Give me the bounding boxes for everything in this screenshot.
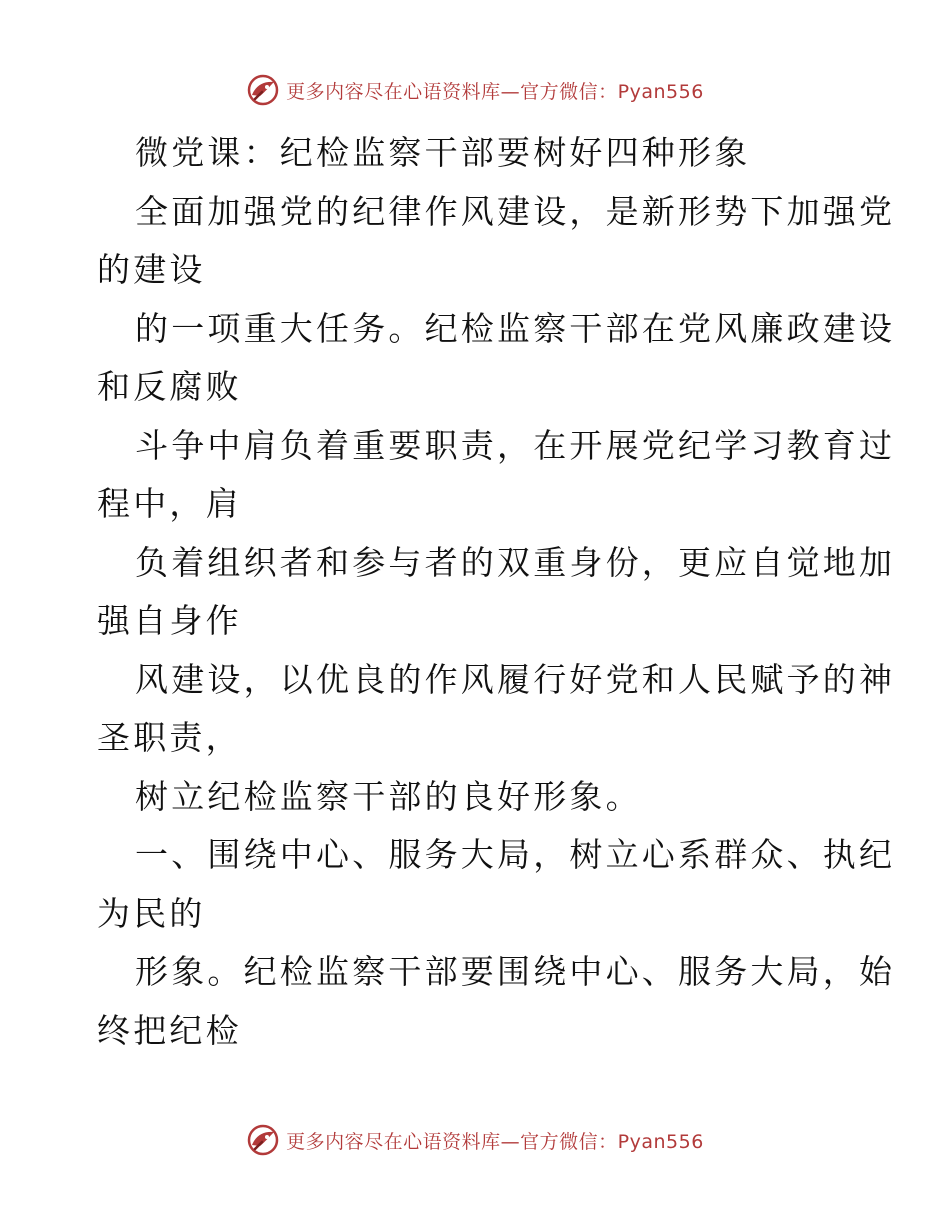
text-line: 负着组织者和参与者的双重身份，更应自觉地加 bbox=[135, 542, 896, 582]
footer-banner-content bbox=[246, 1123, 704, 1157]
header-banner bbox=[0, 70, 950, 110]
text-line: 树立纪检监察干部的良好形象。 bbox=[135, 776, 642, 816]
text-line: 风建设，以优良的作风履行好党和人民赋予的神 bbox=[135, 659, 896, 699]
footer-banner-text: 更多内容尽在心语资料库—官方微信：Pyan556 bbox=[286, 1130, 704, 1153]
pen-nib-logo-icon bbox=[246, 1123, 280, 1157]
text-line: 和反腐败 bbox=[97, 367, 242, 406]
pen-nib-logo-icon bbox=[246, 73, 280, 107]
document-body bbox=[97, 124, 896, 1060]
text-line: 一、围绕中心、服务大局，树立心系群众、执纪 bbox=[135, 835, 896, 874]
header-banner-content bbox=[246, 73, 704, 107]
text-line: 的建设 bbox=[97, 250, 206, 289]
header-banner-text: 更多内容尽在心语资料库—官方微信：Pyan556 bbox=[286, 80, 704, 103]
text-line: 终把纪检 bbox=[97, 1010, 242, 1050]
text-line: 为民的 bbox=[97, 893, 206, 933]
text-line: 形象。纪检监察干部要围绕中心、服务大局，始 bbox=[135, 952, 896, 991]
text-line: 的一项重大任务。纪检监察干部在党风廉政建设 bbox=[135, 308, 896, 348]
text-line: 圣职责， bbox=[97, 718, 242, 757]
footer-banner bbox=[0, 1120, 950, 1160]
text-line: 斗争中肩负着重要职责，在开展党纪学习教育过 bbox=[135, 425, 896, 465]
text-line: 程中，肩 bbox=[97, 484, 242, 523]
text-line: 微党课：纪检监察干部要树好四种形象 bbox=[135, 133, 751, 172]
text-line: 全面加强党的纪律作风建设，是新形势下加强党 bbox=[135, 191, 896, 231]
text-line: 强自身作 bbox=[97, 601, 242, 640]
